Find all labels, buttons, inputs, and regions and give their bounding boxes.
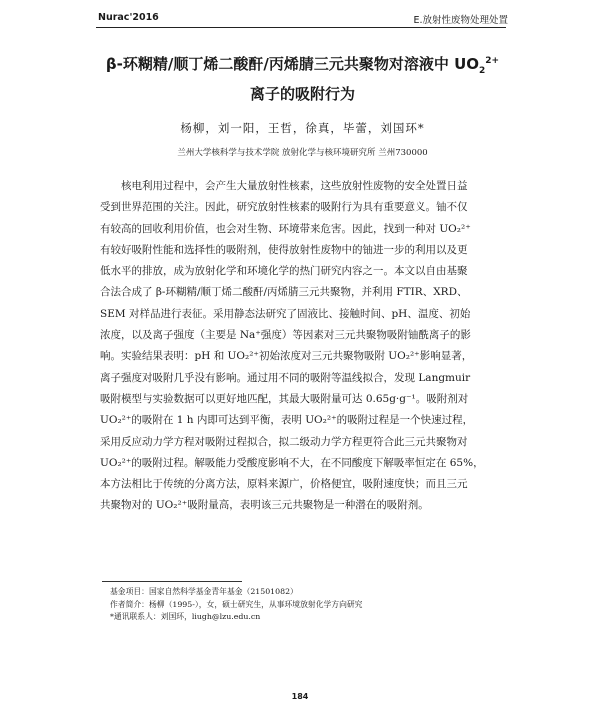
abstract-line: UO₂²⁺的吸附过程。解吸能力受酸度影响不大，在不同酸度下解吸率恒定在 65%， <box>100 456 484 469</box>
abstract-line: 有较高的回收利用价值，也会对生物、环境带来危害。因此，找到一种对 UO₂²⁺ <box>100 222 471 235</box>
abstract-line: 本方法相比于传统的分离方法，原料来源广，价格便宜，吸附速度快；而且三元 <box>100 478 468 491</box>
footnote-funding: 基金项目：国家自然科学基金青年基金（21501082） <box>110 587 298 596</box>
page-number: 184 <box>291 692 309 701</box>
footnotes <box>110 586 362 624</box>
title-line-1 <box>95 50 510 83</box>
abstract-line: 核电利用过程中，会产生大量放射性核素，这些放射性废物的安全处置日益 <box>100 180 468 192</box>
author-list: 杨柳，刘一阳，王哲，徐真，毕蕾，刘国环* <box>180 121 425 135</box>
abstract-line: 受到世界范围的关注。因此，研究放射性核素的吸附行为具有重要意义。铀不仅 <box>100 201 468 214</box>
title-line-2: 离子的吸附行为 <box>249 85 355 103</box>
abstract-line: 合法合成了 β-环糊精/顺丁烯二酸酐/丙烯腈三元共聚物，并利用 FTIR、XRD、 <box>100 286 468 299</box>
abstract-line: SEM 对样品进行表征。采用静态法研究了固液比、接触时间、pH、温度、初始 <box>100 307 471 320</box>
abstract-line: 采用反应动力学方程对吸附过程拟合，拟二级动力学方程更符合此三元共聚物对 <box>100 435 468 448</box>
footnote-correspondence: *通讯联系人：刘国环，liugh@lzu.edu.cn <box>110 612 261 621</box>
title-subscript: 2 <box>479 66 486 76</box>
footnote-author-bio: 作者简介：杨柳（1995-），女，硕士研究生，从事环境放射化学方向研究 <box>110 599 363 609</box>
title-line-1-text: β-环糊精/顺丁烯二酸酐/丙烯腈三元共聚物对溶液中 UO <box>105 55 479 73</box>
abstract-line: 吸附模型与实验数据可以更好地匹配，其最大吸附量可达 0.65g·g⁻¹。吸附剂对 <box>100 392 469 405</box>
journal-header: Nurac'2016 <box>98 12 159 23</box>
abstract-line: 响。实验结果表明：pH 和 UO₂²⁺初始浓度对三元共聚物吸附 UO₂²⁺影响显著， <box>100 350 473 363</box>
abstract-line: UO₂²⁺的吸附在 1 h 内即可达到平衡，表明 UO₂²⁺的吸附过程是一个快速过程， <box>100 414 474 427</box>
abstract-line: 浓度，以及离子强度（主要是 Na⁺强度）等因素对三元共聚物吸附铀酰离子的影 <box>100 329 471 342</box>
abstract-line: 离子强度对吸附几乎没有影响。通过用不同的吸附等温线拟合，发现 Langmuir <box>100 371 471 384</box>
paper-title <box>95 50 510 106</box>
section-header: E.放射性废物处理处置 <box>413 15 508 26</box>
abstract <box>100 176 508 517</box>
affiliation: 兰州大学核科学与技术学院 放射化学与核环境研究所 兰州730000 <box>177 148 428 158</box>
header-divider <box>96 27 506 28</box>
abstract-line: 低水平的排放，成为放射化学和环境化学的热门研究内容之一。本文以自由基聚 <box>100 265 468 278</box>
abstract-line: 共聚物对的 UO₂²⁺吸附量高，表明该三元共聚物是一种潜在的吸附剂。 <box>100 499 429 512</box>
abstract-line: 有较好吸附性能和选择性的吸附剂，使得放射性废物中的铀进一步的利用以及更 <box>100 243 468 256</box>
title-superscript: 2+ <box>485 56 500 66</box>
footnote-divider <box>102 581 242 582</box>
